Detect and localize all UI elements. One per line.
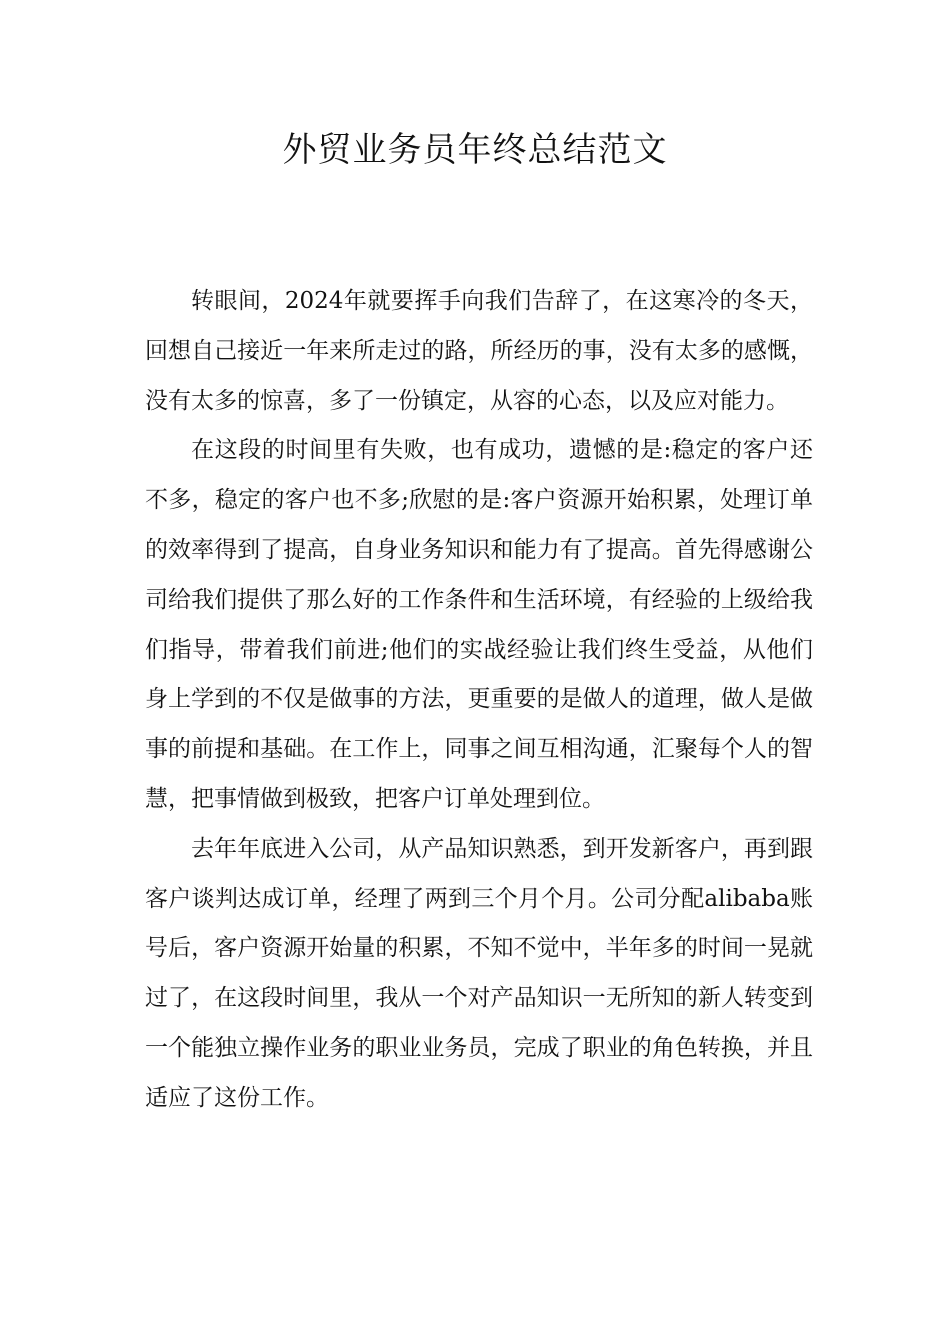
paragraph-3: 去年年底进入公司，从产品知识熟悉，到开发新客户，再到跟客户谈判达成订单，经理了两到三个月个月。公司分配alibaba账号后，客户资源开始量的积累，不知不觉中，半年多的时间一晃就过了，在这段时间里，我从一个对产品知识一无所知的新人转变到一个能独立操作业务的职业业务员，完成了职业的角色转换，并且适应了这份工作。: [145, 835, 813, 1111]
paragraph-1: 转眼间，2024年就要挥手向我们告辞了，在这寒冷的冬天，回想自己接近一年来所走过的路，所经历的事，没有太多的感慨，没有太多的惊喜，多了一份镇定，从容的心态，以及应对能力。: [145, 288, 813, 414]
document-body: [145, 277, 813, 1124]
paragraph-2: 在这段的时间里有失败，也有成功，遗憾的是:稳定的客户还不多，稳定的客户也不多;欣慰的是:客户资源开始积累，处理订单的效率得到了提高，自身业务知识和能力有了提高。首先得感谢公司给我们提供了那么好的工作条件和生活环境，有经验的上级给我们指导，带着我们前进;他们的实战经验让我们终生受益，从他们身上学到的不仅是做事的方法，更重要的是做人的道理，做人是做事的前提和基础。在工作上，同事之间互相沟通，汇聚每个人的智慧，把事情做到极致，把客户订单处理到位。: [145, 437, 813, 812]
document-title: 外贸业务员年终总结范文: [282, 130, 668, 170]
